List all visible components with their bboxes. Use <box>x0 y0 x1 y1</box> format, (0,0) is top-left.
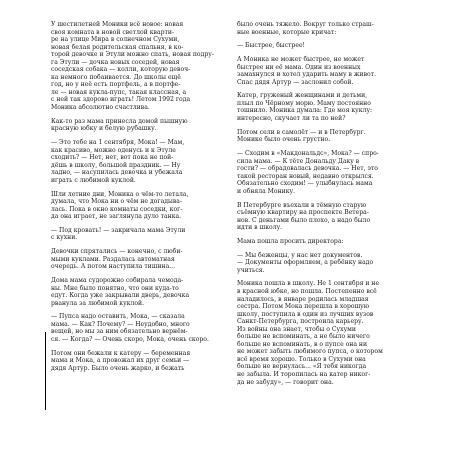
paragraph <box>237 202 413 232</box>
text-line: лась. Пока в окно комнаты соседки, ког- <box>51 205 183 213</box>
text-line: своя комната в новой светлой кварти- <box>51 28 174 36</box>
text-line: Катер, груженый женщинами и детьми, <box>237 92 368 100</box>
text-line: новая белая родительская спальня, в ко- <box>51 43 184 51</box>
text-line: Потом они бежали к катеру — беременная <box>51 349 191 357</box>
text-line: В Петербурге въехали в тёмную старую <box>237 201 367 209</box>
text-line: больше не вспоминать, а не было ничего <box>237 333 370 341</box>
text-line: с ней так здорово играть! Летом 1992 года <box>51 96 191 104</box>
text-line: ле — новая кукла-пупс, такая классная, а <box>51 88 187 96</box>
text-line: А Моника не может быстрее, не может <box>237 56 365 64</box>
paragraph <box>51 313 227 343</box>
text-line: Обязательно сходим! — улыбнулась мама <box>237 180 373 188</box>
text-line: не может забыть любимого пупса, о котором <box>237 348 383 356</box>
text-line: съёмную квартиру на проспекте Ветера- <box>237 209 369 217</box>
text-line: думала, что Мока ни о чём не догадыва- <box>51 198 182 206</box>
text-line: Из войны она знает, чтобы о Сухуми <box>237 325 356 333</box>
paragraph <box>237 42 413 50</box>
text-line: Шли летние дни, Моника о чём-то летала, <box>51 190 189 198</box>
text-line: соседская собака — колли, которую девоч- <box>51 66 191 74</box>
paragraph <box>237 150 413 195</box>
text-line: и обняла Монику. <box>237 187 296 195</box>
text-line: едут. Когда уже закрывали дверь, девочка <box>51 292 190 300</box>
paragraph <box>51 21 227 112</box>
left-text-column <box>51 21 227 379</box>
paragraph <box>51 350 227 373</box>
text-line: с кухни. <box>51 234 78 242</box>
text-line: вещей, но мы за ним обязательно вернём- <box>51 328 188 336</box>
text-line: ладно, — насупилась девочка и убежала <box>51 169 183 177</box>
text-line: сходить? — Нет, нет, вот пока не пой- <box>51 154 174 162</box>
paragraph <box>237 92 413 122</box>
text-line: — Мы беженцы, у нас нет документов. <box>237 251 363 259</box>
text-line: красную юбку и белую рубашку. <box>51 125 157 133</box>
text-line: школу, поступила в один из лучших вузов <box>237 310 374 318</box>
paragraph <box>51 191 227 221</box>
text-line: — Под кровать! — закричала мама Этули <box>51 226 186 234</box>
paragraph <box>237 280 413 386</box>
text-line: такой ресторан новый, недавно открылся. <box>237 172 374 180</box>
paragraph <box>237 56 413 86</box>
text-line: — Пупса надо оставить, Мока, — сказала <box>51 313 185 321</box>
text-line: ся. — Когда? — Очень скоро, Мока, очень скоро. <box>51 336 209 343</box>
text-line: Моника абсолютно счастлива. <box>51 104 150 112</box>
paragraph <box>237 238 413 246</box>
text-line: мама и Мока, а провожал их друг семьи — <box>51 357 190 365</box>
text-line: нов. С деньгами было плохо, а надо было <box>237 216 371 224</box>
text-line: — Документы оформляем, а ребёнку надо <box>237 259 374 267</box>
text-line: Как-то раз мама принесла домой пышную <box>51 117 188 125</box>
text-line: — Быстрее, быстрее! <box>237 42 305 50</box>
text-line: га Этули — дочка новых соседей, новая <box>51 58 180 66</box>
text-line: Мама пошла просить директора: <box>237 237 344 245</box>
text-line: не забыла. И торопилась на катер никог- <box>237 371 371 379</box>
text-line: мыми куклами. Раздалась автоматная <box>51 255 175 263</box>
text-line: Девочки спрятались — конечно, с люби- <box>51 248 183 256</box>
text-line: Спас дядя Артур — заслонил собой. <box>237 78 354 86</box>
paragraph <box>51 139 227 184</box>
text-line: Монике было очень грустно. <box>237 136 331 144</box>
text-line: торой девочке и Этули можно спать, новая подру- <box>51 51 214 59</box>
margin-rule <box>45 332 46 410</box>
text-line: да не забуду», — говорит она. <box>237 378 334 386</box>
paragraph <box>237 21 413 36</box>
text-line: плыл по Чёрному морю. Маму постоянно <box>237 99 371 107</box>
text-line: Дома мама судорожно собирала чемода- <box>51 276 184 284</box>
text-line: очередь. А потом наступила тишина... <box>51 263 176 271</box>
text-line: год, но у неё есть портфель, а в портфе- <box>51 81 181 89</box>
text-line: играть с любимой куклой. <box>51 176 136 184</box>
text-line: дядя Артур. Было очень жарко, и бежать <box>51 364 185 372</box>
text-line: ны. Мне было понятно, что они куда-то <box>51 284 179 292</box>
text-line: идти в школу. <box>237 224 283 232</box>
text-line: быстрее ни её мама. Один из военных <box>237 63 361 71</box>
text-line: ка немного побаивается. До школы ещё <box>51 73 181 81</box>
text-line: — Сходим в «Макдональдс», Мока? — спро- <box>237 150 379 158</box>
text-line: всё время хорошо. Только в Сухуми она <box>237 355 366 363</box>
text-line: гости? — обрадовалась девочка. — Нет, это <box>237 165 378 173</box>
text-line: больше не вернулась... «Я тебя никогда <box>237 363 367 371</box>
text-line: да она играет, не заглянула дуло танка. <box>51 213 182 221</box>
paragraph <box>51 277 227 307</box>
text-line: интересно, скучает ли та по ней? <box>237 115 346 123</box>
text-line: рванула за любимой куклой. <box>51 299 145 307</box>
paragraph <box>51 248 227 271</box>
text-line: ре на улице Мира в солнечном Сухуми, <box>51 36 180 44</box>
text-line: как красиво, можно оденусь и к Этуле <box>51 146 176 154</box>
text-line: Санкт-Петербурга, построила карьеру. <box>237 318 364 326</box>
paragraph <box>237 129 413 144</box>
text-line: У шестилетней Моники всё новое: новая <box>51 21 184 28</box>
right-text-column <box>237 21 413 392</box>
paragraph <box>237 252 413 275</box>
text-line: — Это тебе на 1 сентября, Мока! — Мам, <box>51 139 185 147</box>
text-line: сестра. Потом Мока перешла в хорошую <box>237 303 370 311</box>
text-line: учиться. <box>237 266 265 274</box>
text-line: Потом сели в самолёт — и в Петербург. <box>237 128 366 136</box>
text-line: в красной юбке, но пошла. Постепенно всё <box>237 288 377 295</box>
text-line: мама. — Как? Почему? — Неудобно, много <box>51 320 190 328</box>
text-line: тошнило. Моника думала: Где моя куклу: <box>237 107 373 115</box>
paragraph <box>51 227 227 242</box>
text-line: больше не вспоминать, в о пупсе она ни <box>237 340 368 348</box>
text-line: сила мама. — К тёте Дональду Даку в <box>237 157 360 165</box>
text-line: дёшь в школу, большой праздник. — Ну <box>51 161 181 169</box>
paragraph <box>51 118 227 133</box>
text-line: наладилось, в январе родилась младшая <box>237 295 369 303</box>
text-line: Моника пошла в школу. Не 1 сентября и не <box>237 280 380 288</box>
text-line: ные военные, которые кричат: <box>237 28 337 36</box>
text-line: замахнулся и хотел ударить маму в живот. <box>237 71 377 79</box>
text-line: было очень тяжело. Вокруг только страш- <box>237 21 374 28</box>
